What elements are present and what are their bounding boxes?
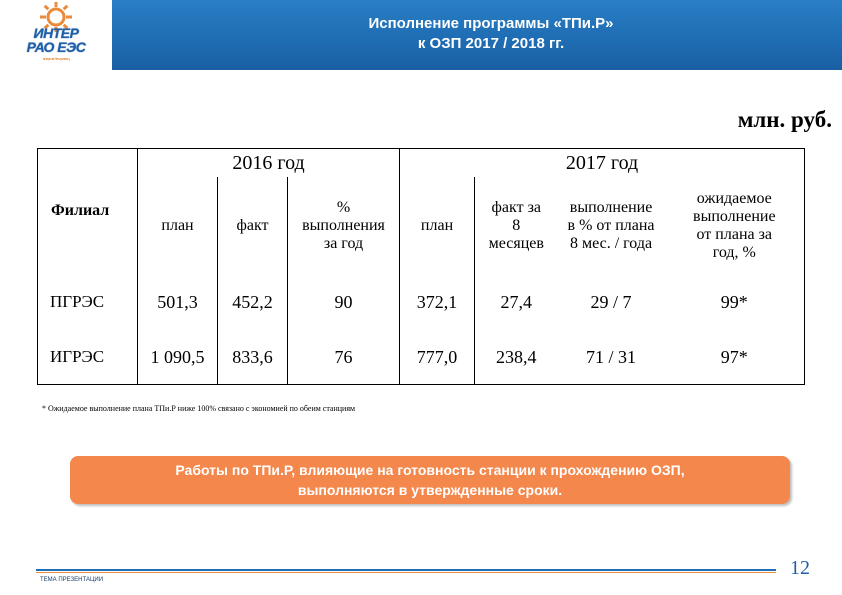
plan-2016-cell: 1 090,5 <box>138 330 218 385</box>
fact-2016-cell: 833,6 <box>218 330 288 385</box>
col-expected-pct <box>665 177 805 275</box>
year-2017-header: 2017 год <box>400 149 805 177</box>
fact-2016-cell: 452,2 <box>218 275 288 330</box>
expected-pct-cell: 97* <box>665 330 805 385</box>
row-name-cell: ИГРЭС <box>38 330 138 385</box>
units-label: млн. руб. <box>737 107 832 132</box>
col-plan-2016: план <box>138 177 218 275</box>
logo-text-line1: ИНТЕР <box>33 25 79 41</box>
col-exec-line2: в % от плана <box>567 216 655 234</box>
col-fact8-line1: факт за <box>491 198 541 216</box>
fact-8-months-cell: 27,4 <box>500 292 533 312</box>
logo-text-line2: РАО ЕЭС <box>26 39 86 55</box>
header-bar <box>0 0 842 70</box>
execution-pct-cell: 29 / 7 <box>590 292 632 312</box>
col-fact-2016: факт <box>218 177 288 275</box>
page-number: 12 <box>790 557 810 579</box>
col-pct-2016 <box>288 177 400 275</box>
slide-title-line2: к ОЗП 2017 / 2018 гг. <box>417 35 565 52</box>
fact-8-months-cell: 238,4 <box>475 330 558 385</box>
col-exec-line1: выполнение <box>569 198 653 216</box>
table-row <box>38 275 805 330</box>
plan-2017-cell: 372,1 <box>400 275 475 330</box>
year-2016-header: 2016 год <box>138 149 400 177</box>
col-pct-line3: за год <box>323 234 364 252</box>
footer-divider-blue <box>36 569 776 571</box>
col-exp-line1: ожидаемое <box>696 189 772 207</box>
col-execution-pct <box>558 177 665 275</box>
table-row <box>38 330 805 385</box>
col-exec-line3: 8 мес. / года <box>569 234 653 252</box>
callout-banner <box>70 456 790 504</box>
footer-divider-orange <box>36 572 776 573</box>
company-logo <box>0 0 112 70</box>
row-name-cell: ПГРЭС <box>38 275 138 330</box>
pct-2016-cell: 90 <box>288 275 400 330</box>
callout-line1: Работы по ТПи.Р, влияющие на готовность станции к прохождению ОЗП, <box>175 462 685 478</box>
col-fact8-line2: 8 <box>512 216 521 234</box>
plan-2016-cell: 501,3 <box>138 275 218 330</box>
slide-title <box>150 14 832 54</box>
presentation-topic-label: ТЕМА ПРЕЗЕНТАЦИИ <box>40 577 104 583</box>
col-pct-line2: выполнения <box>302 216 385 234</box>
pct-2016-cell: 76 <box>288 330 400 385</box>
execution-pct-cell: 71 / 31 <box>558 330 665 385</box>
slide-title-line1: Исполнение программы «ТПи.Р» <box>368 15 614 32</box>
col-pct-line1: % <box>336 198 351 216</box>
col-fact8-line3: месяцев <box>488 234 544 252</box>
col-exp-line2: выполнение <box>693 207 776 225</box>
table-header-row-columns <box>38 177 805 275</box>
expected-pct-cell: 99* <box>665 275 805 330</box>
col-plan-2017: план <box>400 177 475 275</box>
callout-line2: выполняются в утвержденные сроки. <box>297 482 563 498</box>
plan-2017-cell: 777,0 <box>400 330 475 385</box>
col-exp-line3: от плана за <box>696 225 773 243</box>
logo-tagline: энергия без границ <box>42 56 70 61</box>
col-fact-8-months <box>475 177 558 275</box>
footnote: * Ожидаемое выполнение плана ТПи.Р ниже 100% связано с экономией по обеим станциям <box>42 404 356 413</box>
col-exp-line4: год, % <box>712 243 756 261</box>
col-filial-header: Филиал <box>51 202 110 219</box>
program-execution-table <box>37 148 805 385</box>
table-header-row-years <box>38 149 805 177</box>
